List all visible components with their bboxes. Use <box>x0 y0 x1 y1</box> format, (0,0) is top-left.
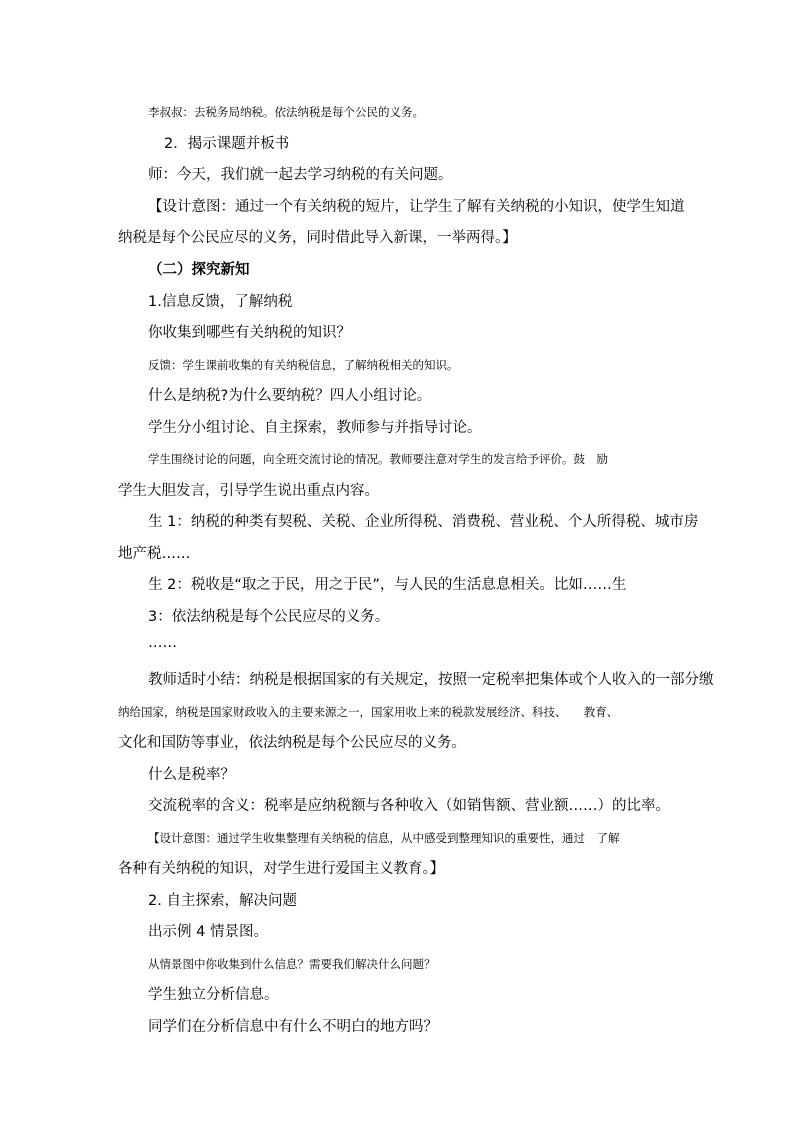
student-answer-line: 生 1：纳税的种类有契税、关税、企业所得税、消费税、营业税、个人所得税、城市房 <box>148 514 699 530</box>
design-intent-line-continued: 各种有关纳税的知识，对学生进行爱国主义教育。】 <box>118 861 445 877</box>
paragraph-line: 学生独立分析信息。 <box>148 987 279 1003</box>
section-heading-explore: （二）探究新知 <box>148 262 250 278</box>
ellipsis-line: …… <box>148 635 177 651</box>
subsection-heading: 1.信息反馈，了解纳税 <box>148 294 293 310</box>
subsection-heading: 2. 自主探索，解决问题 <box>148 893 297 909</box>
dialogue-line: 李叔叔：去税务局纳税。依法纳税是每个公民的义务。 <box>148 105 424 119</box>
student-answer-line: 3：依法纳税是每个公民应尽的义务。 <box>148 609 390 625</box>
feedback-line: 反馈：学生课前收集的有关纳税信息，了解纳税相关的知识。 <box>148 358 459 372</box>
design-intent-line-continued: 纳税是每个公民应尽的义务，同时借此导入新课，一举两得。】 <box>118 230 517 246</box>
teacher-line: 师：今天，我们就一起去学习纳税的有关问题。 <box>148 167 453 183</box>
summary-line-continued: 文化和国防等事业，依法纳税是每个公民应尽的义务。 <box>118 735 466 751</box>
paragraph-line: 学生分小组讨论、自主探索，教师参与并指导讨论。 <box>148 420 482 436</box>
design-intent-line: 【设计意图：通过一个有关纳税的短片，让学生了解有关纳税的小知识，使学生知道 <box>148 199 685 215</box>
paragraph-line-continued: 学生大胆发言，引导学生说出重点内容。 <box>118 483 379 499</box>
question-line: 什么是纳税?为什么要纳税？四人小组讨论。 <box>148 388 432 404</box>
summary-line: 教师适时小结：纳税是根据国家的有关规定，按照一定税率把集体或个人收入的一部分缴 <box>148 672 714 688</box>
summary-line-continued: 纳给国家，纳税是国家财政收入的主要来源之一，国家用收上来的税款发展经济、科技、 教育、 <box>118 705 619 719</box>
question-line: 什么是税率？ <box>148 767 235 783</box>
question-line: 同学们在分析信息中有什么不明白的地方吗？ <box>148 1019 438 1035</box>
paragraph-line: 学生围绕讨论的问题，向全班交流讨论的情况。教师要注意对学生的发言给予评价。鼓 励 <box>148 452 608 466</box>
section-heading: 2．揭示课题并板书 <box>164 136 290 152</box>
paragraph-line: 出示例 4 情景图。 <box>148 924 268 940</box>
question-line: 从情景图中你收集到什么信息？需要我们解决什么问题？ <box>148 957 436 971</box>
design-intent-line: 【设计意图：通过学生收集整理有关纳税的信息，从中感受到整理知识的重要性，通过 了解 <box>148 831 620 845</box>
student-answer-line: 生 2：税收是“取之于民，用之于民”，与人民的生活息息相关。比如……生 <box>148 577 627 593</box>
question-line: 你收集到哪些有关纳税的知识？ <box>148 325 351 341</box>
student-answer-line-continued: 地产税…… <box>118 546 191 562</box>
paragraph-line: 交流税率的含义：税率是应纳税额与各种收入（如销售额、营业额……）的比率。 <box>148 798 670 814</box>
